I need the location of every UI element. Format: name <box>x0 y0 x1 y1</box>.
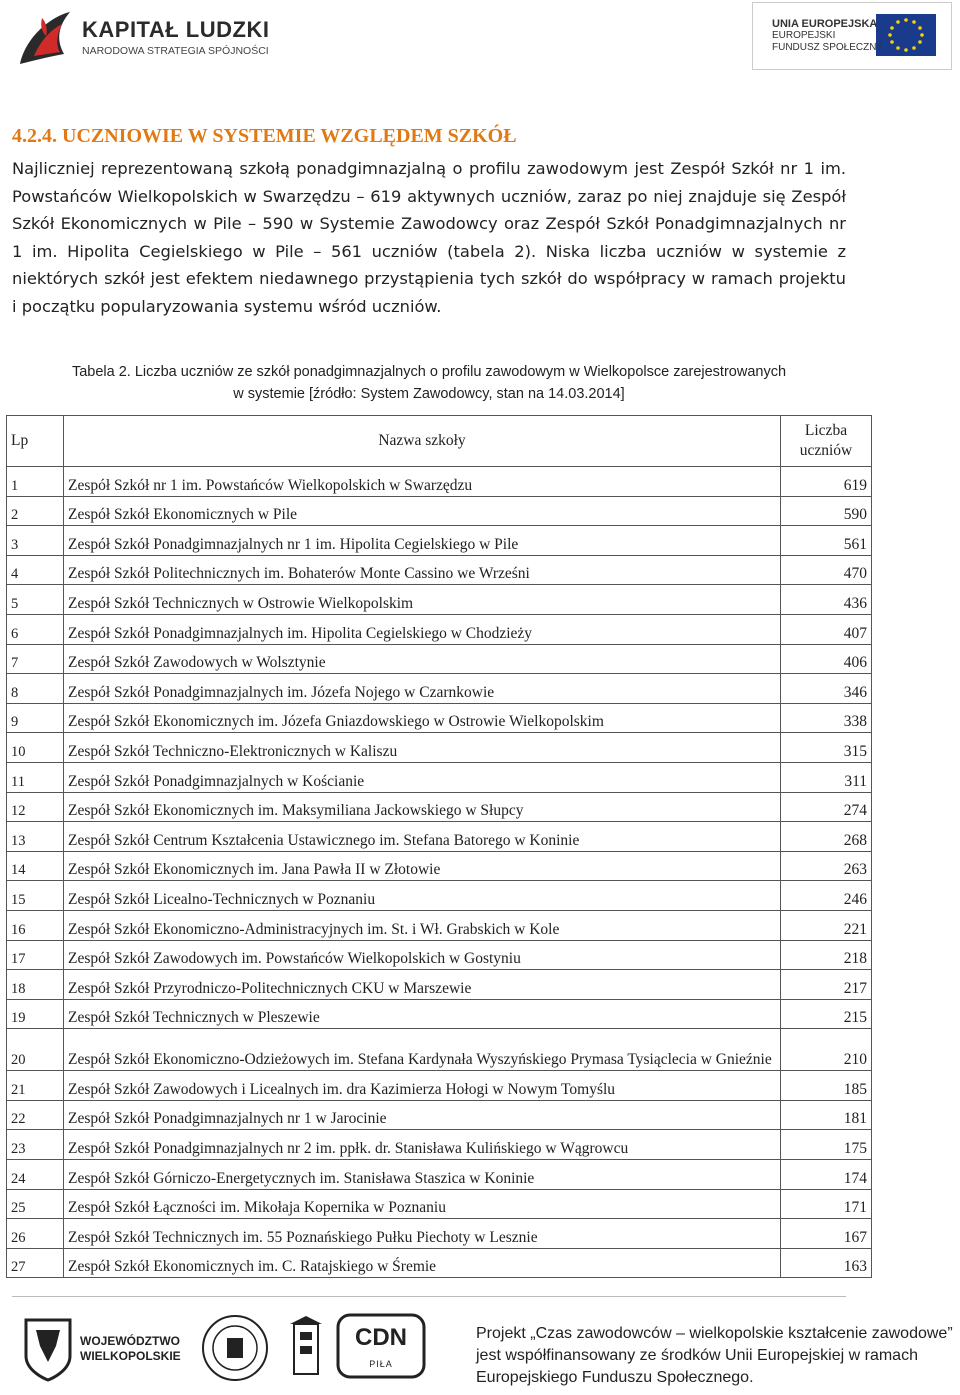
row-name: Zespół Szkół Ponadgimnazjalnych im. Józefa Nojego w Czarnkowie <box>64 674 781 704</box>
table-row <box>7 1100 872 1130</box>
header-count <box>781 416 872 467</box>
row-name: Zespół Szkół Licealno-Technicznych w Poznaniu <box>64 881 781 911</box>
table-caption <box>12 361 846 405</box>
eu-line3: FUNDUSZ SPOŁECZNY <box>772 42 884 53</box>
header-count-line1: Liczba <box>804 422 848 439</box>
row-count: 311 <box>781 762 872 792</box>
row-name: Zespół Szkół Technicznych w Ostrowie Wielkopolskim <box>64 585 781 615</box>
table-row <box>7 733 872 763</box>
eu-logo-text <box>772 18 883 54</box>
row-name: Zespół Szkół Zawodowych i Licealnych im. dra Kazimierza Hołogi w Nowym Tomyślu <box>64 1071 781 1101</box>
row-lp: 26 <box>7 1219 64 1249</box>
row-count: 215 <box>781 999 872 1029</box>
row-name: Zespół Szkół Technicznych w Pleszewie <box>64 999 781 1029</box>
row-count: 268 <box>781 822 872 852</box>
footer-divider <box>12 1296 846 1297</box>
row-count: 210 <box>781 1029 872 1071</box>
row-count: 181 <box>781 1100 872 1130</box>
logo-subtitle: NARODOWA STRATEGIA SPÓJNOŚCI <box>82 45 269 57</box>
row-count: 185 <box>781 1071 872 1101</box>
row-name: Zespół Szkół Zawodowych im. Powstańców Wielkopolskich w Gostyniu <box>64 940 781 970</box>
row-name: Zespół Szkół Łączności im. Mikołaja Kopernika w Poznaniu <box>64 1189 781 1219</box>
row-lp: 8 <box>7 674 64 704</box>
project-line1: Projekt „Czas zawodowców – wielkopolskie kształcenie zawodowe” <box>476 1325 953 1342</box>
section-paragraph: Najliczniej reprezentowaną szkołą ponadgimnazjalną o profilu zawodowym jest Zespół Szkół nr 1 im. Powstańców Wielkopolskich w Swarzędzu – 619 aktywnych uczniów, zaraz po niej znajduje się Zespół Szkół Ekonomicznych w Pile – 590 w Systemie Zawodowcy oraz Zespół Szkół Ponadgimnazjalnych nr 1 im. Hipolita Cegielskiego w Pile – 561 uczniów (tabela 2). Niska liczba uczniów w systemie z niektórych szkół jest efektem niedawnego przystąpienia tych szkół do współpracy w ramach projektu i początku popularyzowania systemu wśród uczniów. <box>12 159 846 316</box>
row-count: 346 <box>781 674 872 704</box>
row-name: Zespół Szkół Ekonomiczno-Odzieżowych im. Stefana Kardynała Wyszyńskiego Prymasa Tysiąclecia w Gnieźnie <box>64 1029 781 1071</box>
table-row <box>7 970 872 1000</box>
row-count: 174 <box>781 1160 872 1190</box>
row-lp: 16 <box>7 910 64 940</box>
table-row <box>7 940 872 970</box>
table-row <box>7 614 872 644</box>
table-row <box>7 496 872 526</box>
row-lp: 15 <box>7 881 64 911</box>
schools-table <box>6 415 872 1278</box>
row-count: 436 <box>781 585 872 615</box>
eu-line2: EUROPEJSKI <box>772 30 836 41</box>
table-row <box>7 1189 872 1219</box>
table-body <box>7 467 872 1278</box>
row-lp: 1 <box>7 467 64 497</box>
row-count: 218 <box>781 940 872 970</box>
page-header <box>0 0 960 85</box>
row-count: 175 <box>781 1130 872 1160</box>
row-name: Zespół Szkół nr 1 im. Powstańców Wielkopolskich w Swarzędzu <box>64 467 781 497</box>
caption-line1: Tabela 2. Liczba uczniów ze szkół ponadgimnazjalnych o profilu zawodowym w Wielkopolsce zarejestrowanych <box>71 364 787 380</box>
table-row <box>7 1160 872 1190</box>
row-count: 470 <box>781 555 872 585</box>
row-lp: 27 <box>7 1248 64 1278</box>
table-row <box>7 762 872 792</box>
table-row <box>7 851 872 881</box>
table-row <box>7 1029 872 1071</box>
row-lp: 21 <box>7 1071 64 1101</box>
row-name: Zespół Szkół Centrum Kształcenia Ustawicznego im. Stefana Batorego w Koninie <box>64 822 781 852</box>
table-row <box>7 555 872 585</box>
project-line2: jest współfinansowany ze środków Unii Europejskiej w ramach <box>476 1347 918 1364</box>
table-row <box>7 703 872 733</box>
table-row <box>7 585 872 615</box>
row-lp: 23 <box>7 1130 64 1160</box>
table-row <box>7 644 872 674</box>
tower-logo-icon <box>286 1316 326 1380</box>
logo-title: KAPITAŁ LUDZKI <box>82 17 270 42</box>
header-lp: Lp <box>7 416 64 467</box>
table-row <box>7 1219 872 1249</box>
table-row <box>7 881 872 911</box>
table-row <box>7 1071 872 1101</box>
row-count: 163 <box>781 1248 872 1278</box>
row-name: Zespół Szkół Ekonomicznych w Pile <box>64 496 781 526</box>
row-lp: 17 <box>7 940 64 970</box>
eu-line1: UNIA EUROPEJSKA <box>772 18 878 30</box>
row-name: Zespół Szkół Technicznych im. 55 Poznańskiego Pułku Piechoty w Lesznie <box>64 1219 781 1249</box>
row-count: 315 <box>781 733 872 763</box>
row-lp: 10 <box>7 733 64 763</box>
project-note <box>476 1323 960 1389</box>
row-lp: 2 <box>7 496 64 526</box>
row-count: 274 <box>781 792 872 822</box>
row-name: Zespół Szkół Przyrodniczo-Politechnicznych CKU w Marszewie <box>64 970 781 1000</box>
row-name: Zespół Szkół Ekonomicznych im. Józefa Gniazdowskiego w Ostrowie Wielkopolskim <box>64 703 781 733</box>
row-name: Zespół Szkół Ponadgimnazjalnych nr 2 im. ppłk. dr. Stanisława Kulińskiego w Wągrowcu <box>64 1130 781 1160</box>
row-lp: 13 <box>7 822 64 852</box>
table-row <box>7 526 872 556</box>
row-name: Zespół Szkół Ekonomicznych im. Maksymiliana Jackowskiego w Słupcy <box>64 792 781 822</box>
table-row <box>7 999 872 1029</box>
table-row <box>7 1130 872 1160</box>
table-row <box>7 1248 872 1278</box>
row-lp: 14 <box>7 851 64 881</box>
row-count: 338 <box>781 703 872 733</box>
wlkp-line1: WOJEWÓDZTWO <box>80 1334 180 1348</box>
row-name: Zespół Szkół Ekonomiczno-Administracyjnych im. St. i Wł. Grabskich w Kole <box>64 910 781 940</box>
row-count: 221 <box>781 910 872 940</box>
row-name: Zespół Szkół Ponadgimnazjalnych nr 1 w Jarocinie <box>64 1100 781 1130</box>
row-lp: 11 <box>7 762 64 792</box>
table-row <box>7 822 872 852</box>
cdn-logo-sub: PIŁA <box>369 1359 393 1369</box>
caption-line2: w systemie [źródło: System Zawodowcy, stan na 14.03.2014] <box>233 386 625 402</box>
row-count: 263 <box>781 851 872 881</box>
row-name: Zespół Szkół Techniczno-Elektronicznych w Kaliszu <box>64 733 781 763</box>
row-name: Zespół Szkół Ponadgimnazjalnych w Kościanie <box>64 762 781 792</box>
row-lp: 22 <box>7 1100 64 1130</box>
row-count: 407 <box>781 614 872 644</box>
project-line3: Europejskiego Funduszu Społecznego. <box>476 1369 754 1386</box>
row-lp: 9 <box>7 703 64 733</box>
row-count: 561 <box>781 526 872 556</box>
table-row <box>7 674 872 704</box>
row-lp: 6 <box>7 614 64 644</box>
row-lp: 3 <box>7 526 64 556</box>
cdn-logo-text: CDN <box>355 1324 407 1351</box>
row-count: 590 <box>781 496 872 526</box>
row-lp: 24 <box>7 1160 64 1190</box>
row-count: 619 <box>781 467 872 497</box>
row-lp: 12 <box>7 792 64 822</box>
wielkopolskie-label <box>80 1334 181 1364</box>
header-count-line2: uczniów <box>799 442 853 459</box>
section-heading: 4.2.4. UCZNIOWIE W SYSTEMIE WZGLĘDEM SZKÓŁ <box>12 125 517 147</box>
row-count: 171 <box>781 1189 872 1219</box>
row-count: 167 <box>781 1219 872 1249</box>
wlkp-line2: WIELKOPOLSKIE <box>80 1349 181 1363</box>
row-name: Zespół Szkół Ekonomicznych im. Jana Pawła II w Złotowie <box>64 851 781 881</box>
row-name: Zespół Szkół Ponadgimnazjalnych nr 1 im. Hipolita Cegielskiego w Pile <box>64 526 781 556</box>
row-count: 406 <box>781 644 872 674</box>
row-name: Zespół Szkół Zawodowych w Wolsztynie <box>64 644 781 674</box>
row-name: Zespół Szkół Górniczo-Energetycznych im. Stanisława Staszica w Koninie <box>64 1160 781 1190</box>
row-lp: 5 <box>7 585 64 615</box>
table-row <box>7 467 872 497</box>
row-lp: 4 <box>7 555 64 585</box>
table-header-row <box>7 416 872 467</box>
row-lp: 7 <box>7 644 64 674</box>
row-name: Zespół Szkół Politechnicznych im. Bohaterów Monte Cassino we Wrześni <box>64 555 781 585</box>
row-lp: 20 <box>7 1029 64 1071</box>
table-row <box>7 910 872 940</box>
row-name: Zespół Szkół Ekonomicznych im. C. Ratajskiego w Śremie <box>64 1248 781 1278</box>
row-lp: 19 <box>7 999 64 1029</box>
row-lp: 25 <box>7 1189 64 1219</box>
table-row <box>7 792 872 822</box>
row-name: Zespół Szkół Ponadgimnazjalnych im. Hipolita Cegielskiego w Chodzieży <box>64 614 781 644</box>
header-name: Nazwa szkoły <box>64 416 781 467</box>
row-count: 246 <box>781 881 872 911</box>
row-lp: 18 <box>7 970 64 1000</box>
school-seal-icon <box>200 1312 270 1384</box>
row-count: 217 <box>781 970 872 1000</box>
